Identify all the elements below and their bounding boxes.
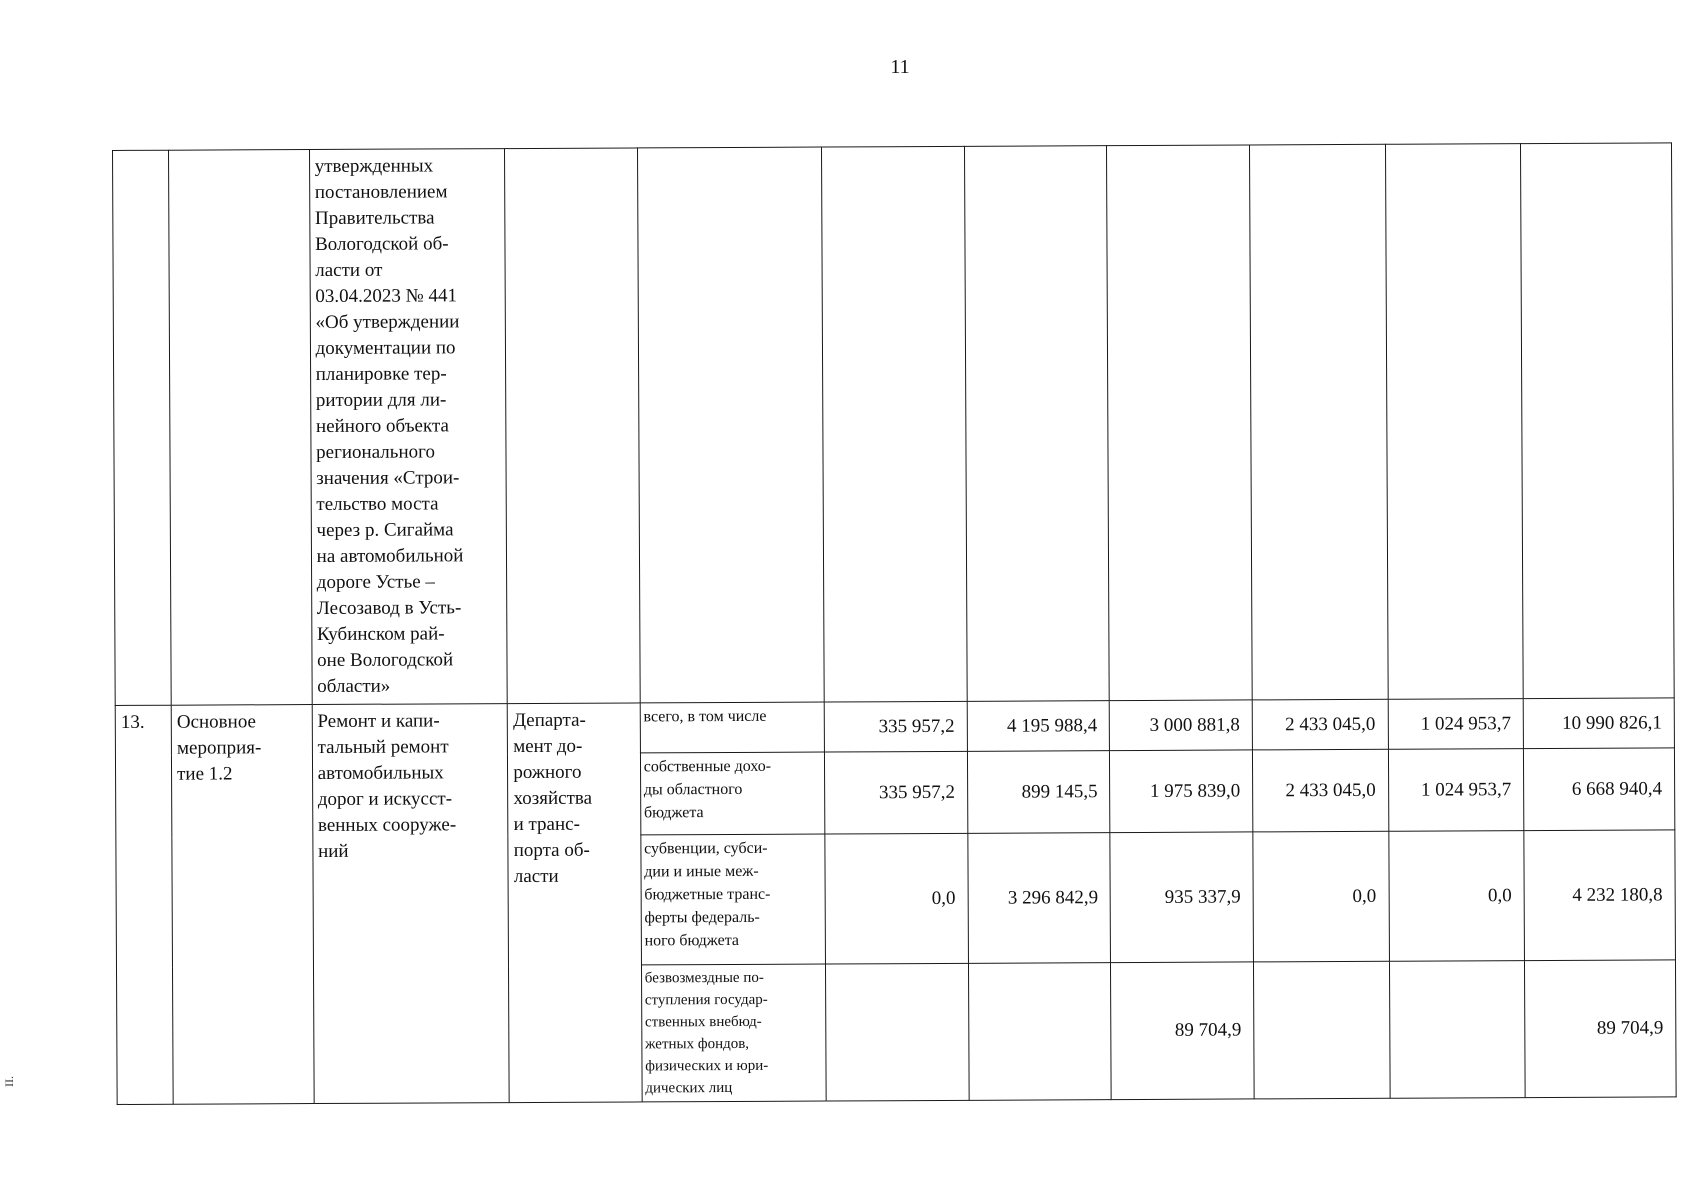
value-cell-total: 89 704,9: [1525, 960, 1677, 1098]
value-cell: [1254, 961, 1390, 1099]
cell-empty: [637, 147, 824, 703]
cell-empty: [169, 150, 312, 706]
value-cell: 0,0: [1388, 831, 1524, 962]
table-row-total: [115, 698, 1674, 756]
cell-empty: [505, 148, 640, 704]
row-number: 13.: [115, 705, 173, 1104]
continuation-text: утвержденных постановлением Правительства Вологодской об- ласти от 03.04.2023 № 441 «Об утверждении документации по планировке тер- ритории для ли- нейного объекта регионального значения «Строи- тельство моста через р. Сигайма на автомобильной дороге Устье – Лесозавод в Усть- Кубинском рай- оне Вологодской области»: [314, 155, 464, 698]
cell-empty: [822, 146, 967, 702]
cell-empty: [964, 146, 1109, 702]
cell-empty: [1385, 144, 1523, 700]
value-cell: [826, 963, 969, 1101]
program-table: [112, 142, 1677, 1105]
table-row-continuation: [113, 143, 1675, 706]
value-cell-total: 6 668 940,4: [1524, 748, 1675, 831]
responsible-executor: Департа- мент до- рожного хозяйства и транс- порта об- ласти: [507, 703, 641, 1103]
value-cell: [968, 963, 1111, 1101]
value-cell: 335 957,2: [825, 751, 968, 834]
cell-empty: [1250, 144, 1388, 700]
activity-name: Основное мероприя- тие 1.2: [171, 705, 314, 1105]
activity-description: Ремонт и капи- тальный ремонт автомобильных дорог и искусст- венных сооруже- ний: [312, 704, 510, 1104]
source-label: всего, в том числе: [640, 702, 825, 753]
value-cell-total: 10 990 826,1: [1523, 698, 1674, 749]
source-label: субвенции, субси- дии и иные меж- бюджетные транс- ферты федераль- ного бюджета: [641, 834, 826, 965]
value-cell: 3 296 842,9: [968, 833, 1111, 964]
value-cell: 3 000 881,8: [1110, 700, 1253, 751]
value-cell: 335 957,2: [824, 701, 967, 752]
value-cell: 1 975 839,0: [1110, 750, 1253, 833]
cell-empty: [1521, 143, 1675, 699]
value-cell: 935 337,9: [1110, 832, 1253, 963]
value-cell: [1389, 961, 1525, 1099]
value-cell: 1 024 953,7: [1388, 749, 1524, 832]
cell-empty: [113, 150, 172, 705]
value-cell: 1 024 953,7: [1388, 699, 1524, 750]
value-cell: 89 704,9: [1111, 962, 1254, 1100]
continuation-description: [309, 149, 507, 705]
value-cell: 899 145,5: [967, 751, 1110, 834]
cell-empty: [1107, 145, 1252, 701]
source-label: собственные дохо- ды областного бюджета: [640, 752, 825, 835]
value-cell: 2 433 045,0: [1253, 749, 1389, 832]
value-cell: 4 195 988,4: [967, 701, 1110, 752]
page-number: 11: [890, 56, 910, 78]
value-cell: 0,0: [1253, 831, 1389, 962]
source-label: безвозмездные по- ступления государ- ственных внебюд- жетных фондов, физических и юри- дических лиц: [641, 964, 826, 1102]
value-cell-total: 4 232 180,8: [1524, 830, 1676, 961]
value-cell: 2 433 045,0: [1252, 699, 1388, 750]
side-margin-mark: II.: [2, 1076, 16, 1087]
value-cell: 0,0: [825, 833, 968, 964]
